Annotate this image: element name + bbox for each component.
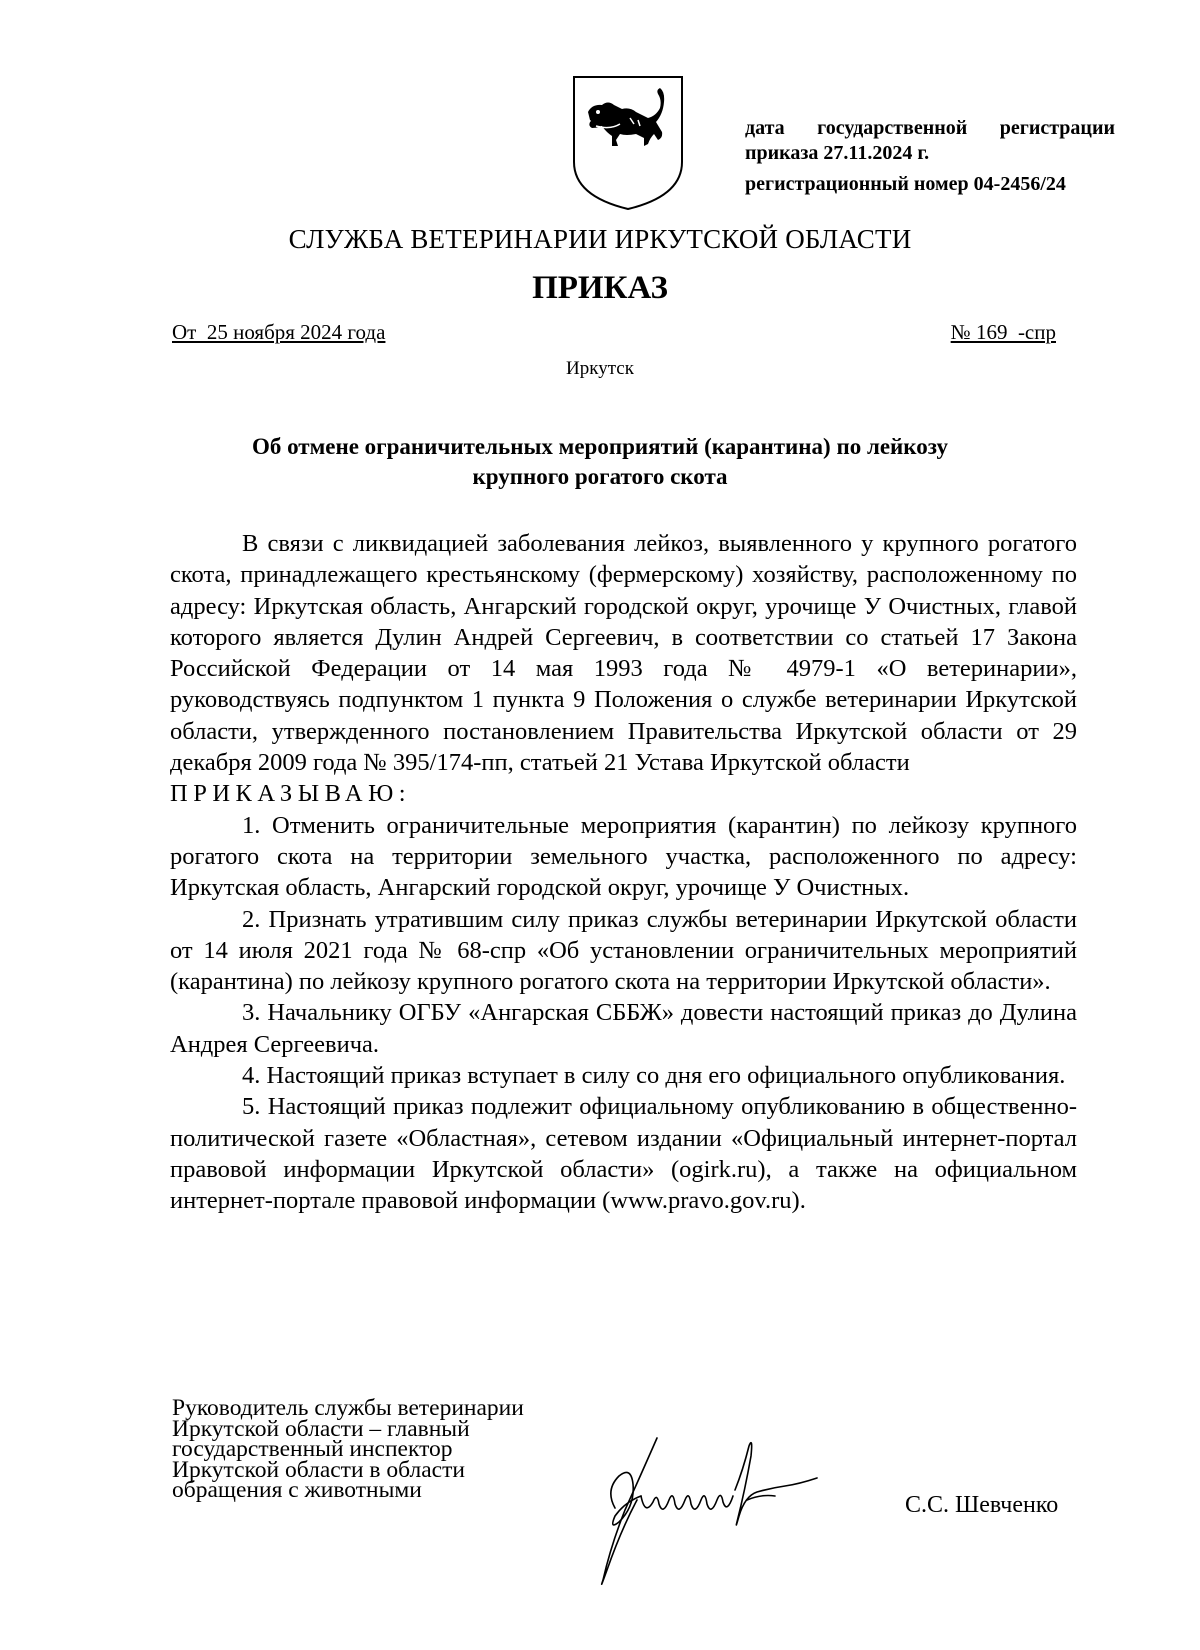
signer-position-line: Иркутской области в области xyxy=(172,1456,465,1483)
order-item: 3. Начальнику ОГБУ «Ангарская СББЖ» довести настоящий приказ до Дулина Андрея Сергеевича. xyxy=(170,999,1077,1058)
order-title-line: крупного рогатого скота xyxy=(472,464,728,489)
order-number: № 169 -спр xyxy=(950,320,1056,344)
signer-position-line: государственный инспектор xyxy=(172,1436,453,1462)
agency-name: СЛУЖБА ВЕТЕРИНАРИИ ИРКУТСКОЙ ОБЛАСТИ xyxy=(288,224,912,254)
signer-position-line: Иркутской области – главный xyxy=(172,1415,470,1442)
order-item: 5. Настоящий приказ подлежит официальному опубликованию в общественно-политической газете «Областная», сетевом издании «Официальный интернет-портал правовой информации Иркутской области» (ogirk.ru), а также на официальном интернет-портале правовой информации (www.pravo.gov.ru). xyxy=(170,1093,1077,1215)
signer-name: С.С. Шевченко xyxy=(905,1492,1059,1518)
handwritten-signature xyxy=(585,1430,855,1595)
preamble-paragraph: В связи с ликвидацией заболевания лейкоз, выявленного у крупного рогатого скота, принадлежащего крестьянскому (фермерскому) хозяйству, расположенному по адресу: Иркутская область, Ангарский городской округ, урочище У Очистных, главой которого является Дулин Андрей Сергеевич, в соответствии со статьей 17 Закона Российской Федерации от 14 мая 1993 года № 4979-1 «О ветеринарии», руководствуясь подпунктом 1 пункта 9 Положения о службе ветеринарии Иркутской области, утвержденного постановлением Правительства Иркутской области от 29 декабря 2009 года № 395/174-пп, статьей 21 Устава Иркутской области xyxy=(170,530,1077,777)
order-title xyxy=(160,432,1040,492)
signer-position-line: Руководитель службы ветеринарии xyxy=(172,1395,524,1421)
signer-position-line: обращения с животными xyxy=(172,1477,422,1503)
document-type: ПРИКАЗ xyxy=(532,270,668,306)
order-word: ПРИКАЗЫВАЮ: xyxy=(170,780,412,808)
order-item: 1. Отменить ограничительные мероприятия (карантин) по лейкозу крупного рогатого скота на территории земельного участка, расположенного по адресу: Иркутская область, Ангарский городской округ, урочище У Очистных. xyxy=(170,811,1077,902)
order-city: Иркутск xyxy=(566,358,634,379)
order-item: 2. Признать утратившим силу приказ службы ветеринарии Иркутской области от 14 июля 2021 года № 68-спр «Об установлении ограничительных мероприятий (карантина) по лейкозу крупного рогатого скота на территории Иркутской области». xyxy=(170,905,1077,996)
coat-of-arms-icon xyxy=(570,74,686,212)
signer-position xyxy=(172,1395,524,1503)
registration-number: регистрационный номер 04-2456/24 xyxy=(745,173,1066,195)
order-title-line: Об отмене ограничительных мероприятий (карантина) по лейкозу xyxy=(251,434,949,459)
order-body xyxy=(170,528,1077,1217)
order-item: 4. Настоящий приказ вступает в силу со дня его официального опубликования. xyxy=(242,1062,1066,1090)
order-date: От 25 ноября 2024 года xyxy=(172,320,386,344)
registration-date-value: приказа 27.11.2024 г. xyxy=(745,142,930,164)
registration-date-label: дата государственной регистрации xyxy=(745,117,1115,139)
